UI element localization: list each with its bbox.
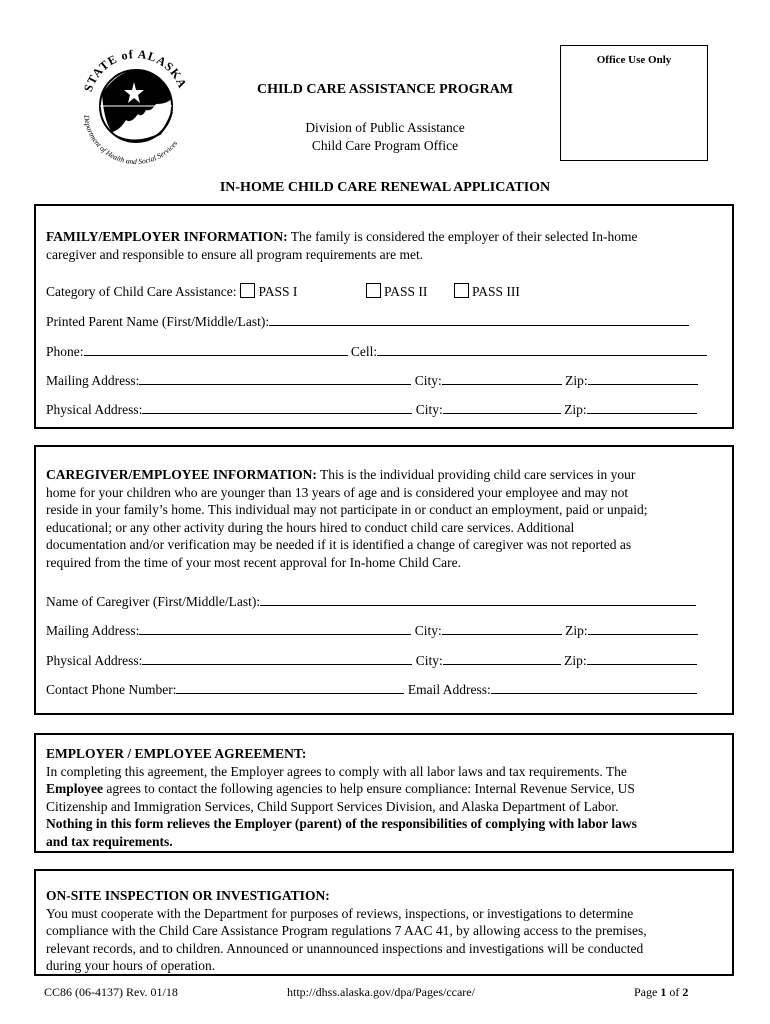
agreement-section [34,733,734,853]
family-mailing-field[interactable] [139,372,411,385]
caregiver-physical-city-field[interactable] [443,652,561,665]
parent-name-field[interactable] [269,313,689,326]
pass-ii-option: PASS II [362,283,427,300]
caregiver-mailing-field[interactable] [139,622,411,635]
family-employer-section [34,204,734,429]
svg-text:Department of Health and Socia: Department of Health and Social Services [82,114,180,167]
caregiver-name-field[interactable] [260,593,696,606]
family-physical-field[interactable] [142,401,412,414]
caregiver-physical-row: Physical Address: City: Zip: [46,652,697,669]
office-use-box [560,45,708,161]
family-mailing-row: Mailing Address: City: Zip: [46,372,698,389]
office-use-label: Office Use Only [596,54,672,66]
footer-url: http://dhss.alaska.gov/dpa/Pages/ccare/ [287,985,475,999]
family-mailing-city-field[interactable] [442,372,562,385]
svg-text:STATE of ALASKA: STATE of ALASKA [80,46,190,94]
caregiver-physical-field[interactable] [142,652,412,665]
category-row: Category of Child Care Assistance: PASS I [46,284,298,299]
page-number: Page 1 of 2 [634,985,689,999]
pass-iii-option: PASS III [450,283,520,300]
program-title: CHILD CARE ASSISTANCE PROGRAM [256,82,514,97]
caregiver-employee-section [34,445,734,715]
inspection-text: ON-SITE INSPECTION OR INVESTIGATION: You must cooperate with the Department for purposes of reviews, inspections, or investigations to determine compliance with the Child Care Assistance Program regulations 7 AAC 41, by allowing access to the premises, relevant records, and to children. Announced or unannounced inspections and investigations will be conducted during your hours of operation. [46,888,647,973]
pass-iii-checkbox[interactable] [454,283,469,298]
form-id: CC86 (06-4137) Rev. 01/18 [44,985,178,999]
inspection-heading: ON-SITE INSPECTION OR INVESTIGATION: [46,888,330,903]
phone-field[interactable] [84,343,348,356]
family-physical-row: Physical Address: City: Zip: [46,401,697,418]
family-physical-zip-field[interactable] [587,401,697,414]
inspection-section [34,869,734,976]
caregiver-heading: CAREGIVER/EMPLOYEE INFORMATION: [46,467,317,482]
caregiver-mailing-zip-field[interactable] [588,622,698,635]
parent-name-row: Printed Parent Name (First/Middle/Last): [46,313,689,330]
caregiver-phone-field[interactable] [176,681,404,694]
caregiver-physical-zip-field[interactable] [587,652,697,665]
office-name: Child Care Program Office [311,138,459,153]
caregiver-mailing-city-field[interactable] [442,622,562,635]
caregiver-email-field[interactable] [491,681,697,694]
pass-ii-checkbox[interactable] [366,283,381,298]
family-heading: FAMILY/EMPLOYER INFORMATION: [46,229,288,244]
family-mailing-zip-field[interactable] [588,372,698,385]
form-title: IN-HOME CHILD CARE RENEWAL APPLICATION [219,180,551,195]
phone-row: Phone: Cell: [46,343,707,360]
agreement-text: EMPLOYER / EMPLOYEE AGREEMENT: In completing this agreement, the Employer agrees to comply with all labor laws and tax requirements. The Employee agrees to contact the following agencies to help ensure compliance: Internal Revenue Service, US Citizenship and Immigration Services, Child Support Services Division, and Alaska Department of Labor. Nothing in this form relieves the Employer (parent) of the responsibilities of complying with labor laws and tax requirements. [46,746,637,849]
caregiver-intro: CAREGIVER/EMPLOYEE INFORMATION: This is the individual providing child care services in your home for your children who are younger than 13 years of age and is considered your employee and may not reside in your family’s home. This individual may not participate in or conduct an employment, paid or unpaid; educational; or any other activity during the hours hired to conduct child care services. Additional documentation and/or verification may be needed if it is identified a change of caregiver was not reported as required from the time of your most recent approval for In-home Child Care. [46,467,648,570]
agreement-heading: EMPLOYER / EMPLOYEE AGREEMENT: [46,746,307,761]
family-physical-city-field[interactable] [443,401,561,414]
family-intro: FAMILY/EMPLOYER INFORMATION: The family is considered the employer of their selected In-home caregiver and responsible to ensure all program requirements are met. [46,229,638,262]
caregiver-contact-row: Contact Phone Number: Email Address: [46,681,697,698]
caregiver-name-row: Name of Caregiver (First/Middle/Last): [46,593,696,610]
caregiver-mailing-row: Mailing Address: City: Zip: [46,622,698,639]
cell-field[interactable] [377,343,707,356]
division-name: Division of Public Assistance [305,120,465,135]
pass-i-checkbox[interactable] [240,283,255,298]
